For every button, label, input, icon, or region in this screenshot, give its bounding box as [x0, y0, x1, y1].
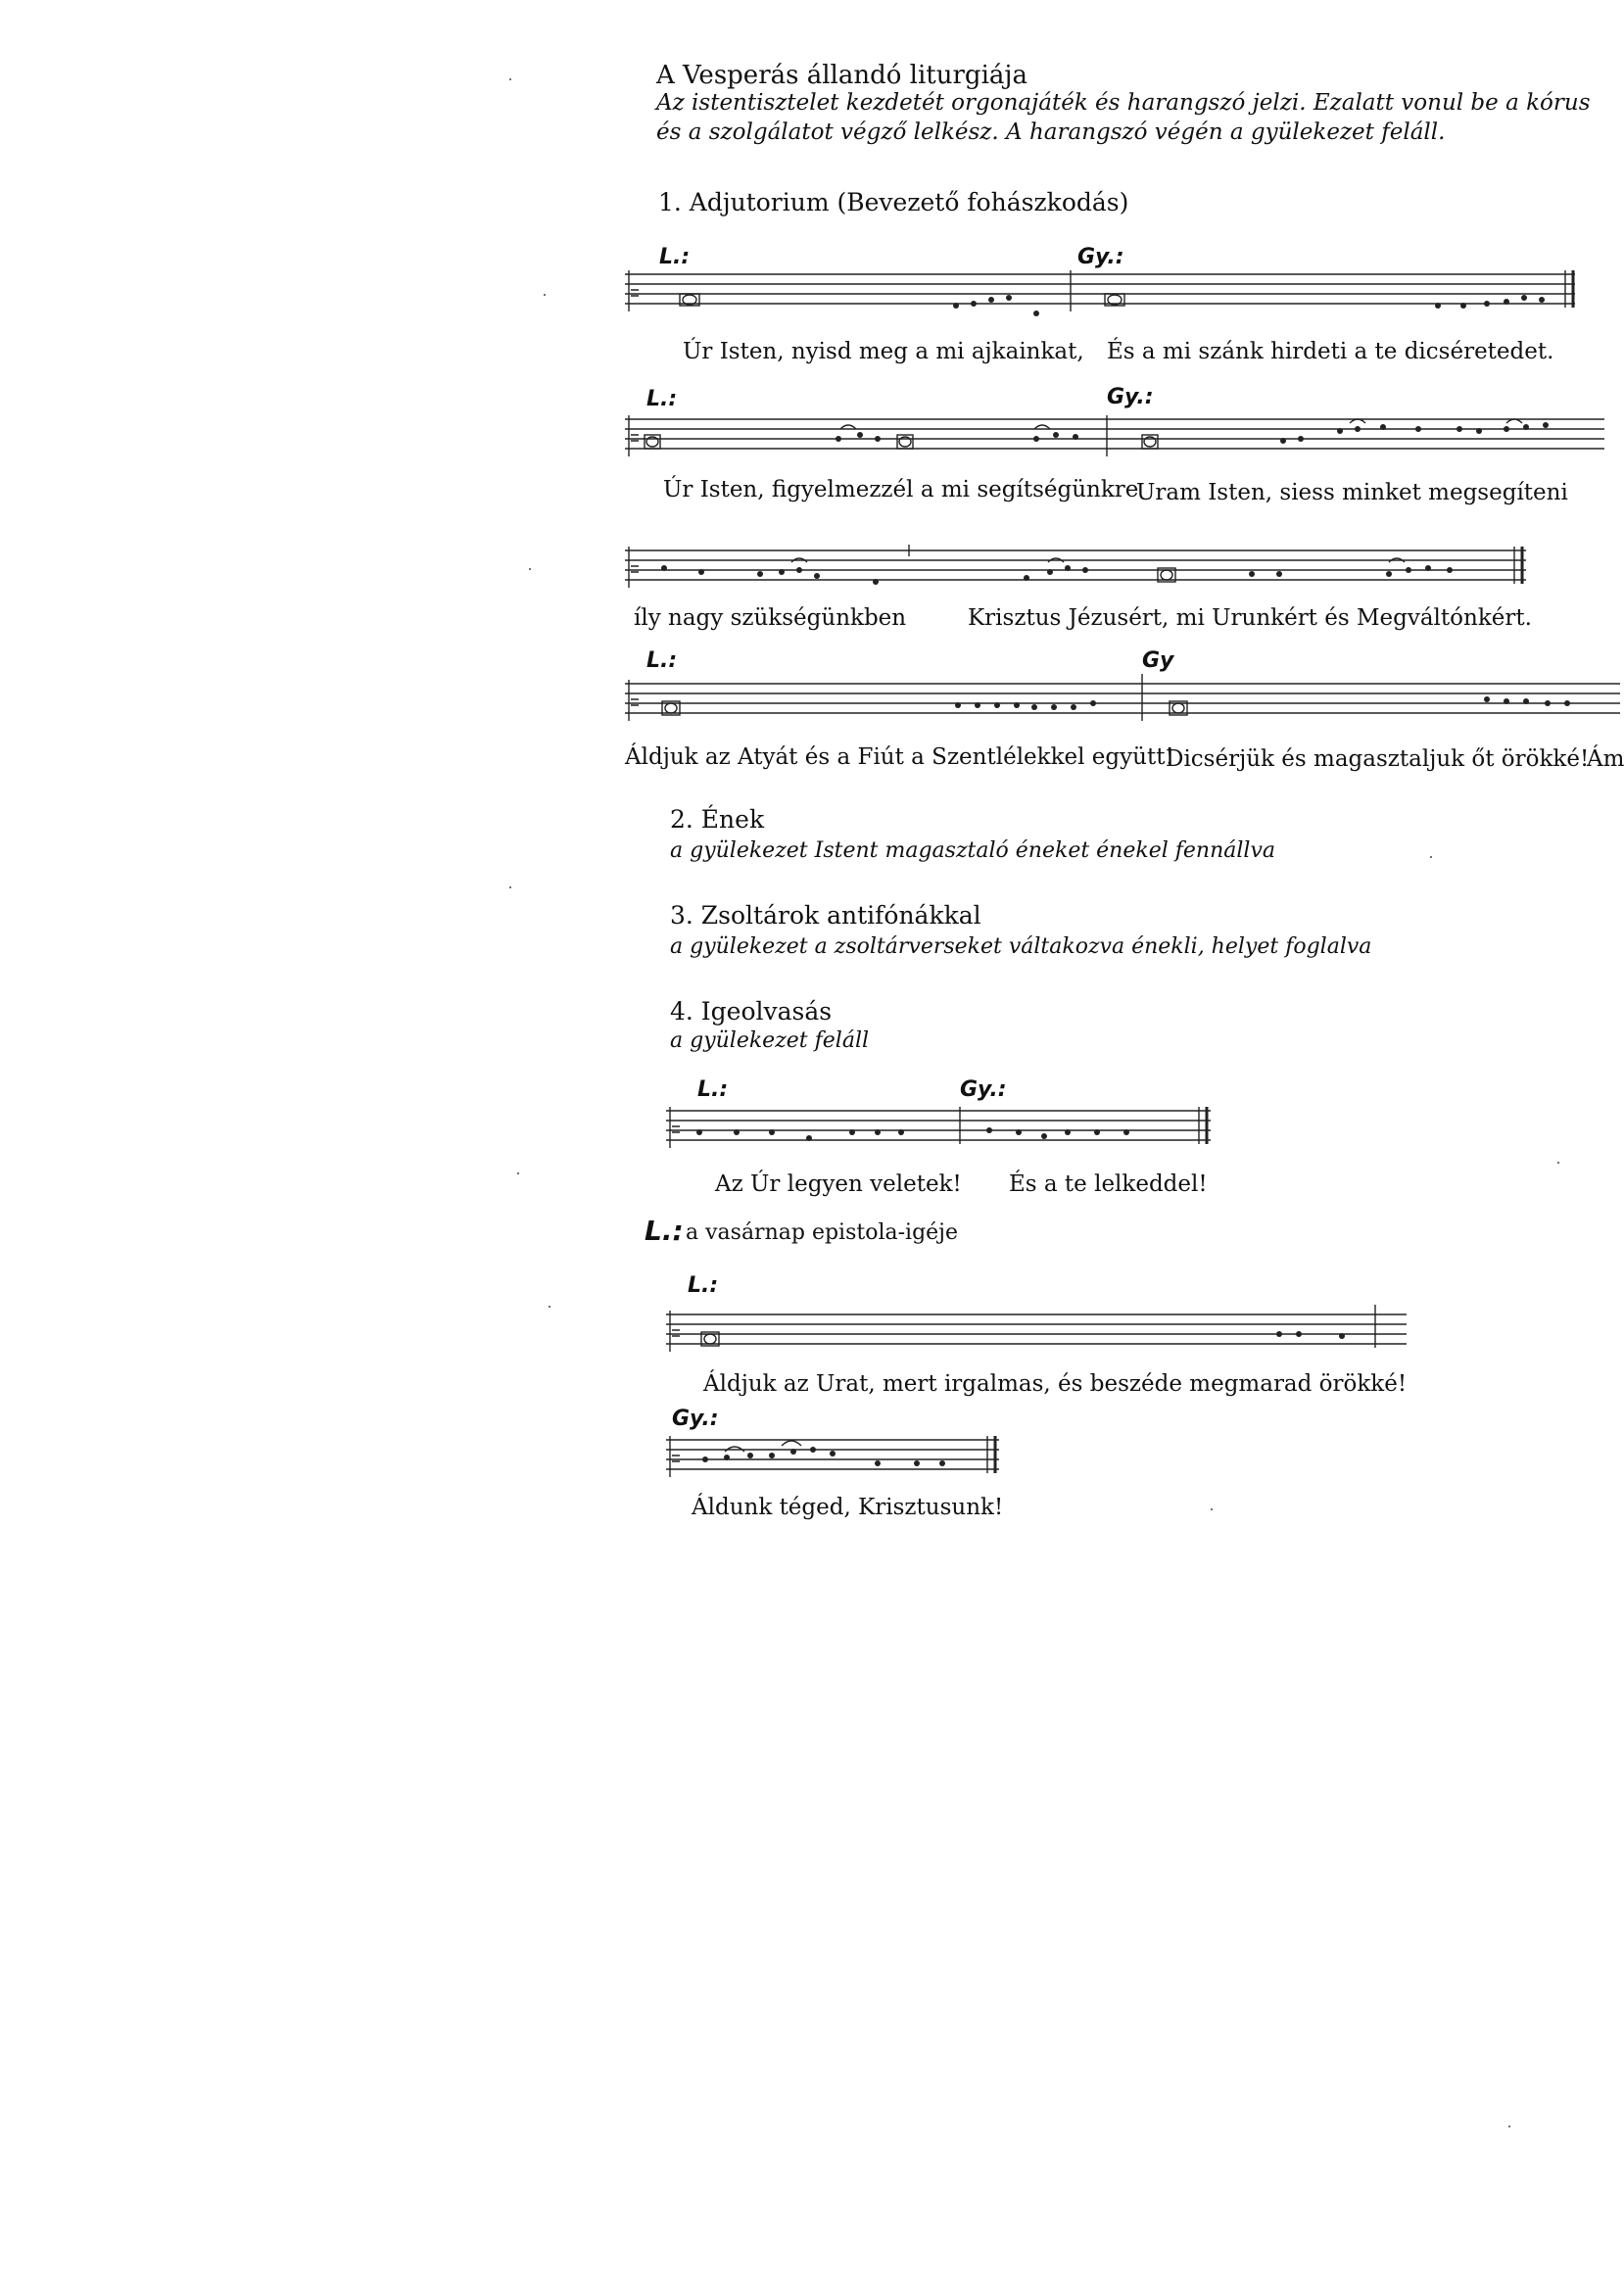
scan-speck [509, 886, 511, 888]
lyric-g1: Áldjuk az Urat, mert irgalmas, és beszéde megmarad örökké! [703, 1371, 1408, 1397]
scan-speck [1508, 2125, 1510, 2127]
music-staff-e [666, 1101, 1215, 1156]
scan-speck [1557, 1162, 1559, 1164]
scan-speck [1211, 1508, 1213, 1510]
lyric-e1: Az Úr legyen veletek! [715, 1171, 962, 1197]
scan-speck [509, 78, 511, 80]
role-label-l: L.: [697, 1077, 729, 1102]
lyric-b2: Uram Isten, siess minket megsegíteni [1136, 480, 1568, 505]
lyric-d2: Dicsérjük és magasztaljuk őt örökké! [1166, 746, 1590, 772]
section-heading-zsoltarok: 3. Zsoltárok antifónákkal [670, 901, 981, 930]
section-heading-enek: 2. Ének [670, 805, 765, 834]
section-note-igeolvasas: a gyülekezet feláll [670, 1028, 870, 1053]
scan-speck [517, 1172, 519, 1174]
role-label-l: L.: [688, 1273, 719, 1298]
role-label-l: L.: [646, 387, 678, 411]
intro-line-1: Az istentisztelet kezdetét orgonajáték és harangszó jelzi. Ezalatt vonul be a kórus [656, 90, 1591, 116]
role-label-gy: Gy.: [1077, 245, 1124, 269]
music-staff-c [625, 541, 1526, 597]
scan-speck [529, 568, 531, 570]
role-label-l: L.: [659, 245, 691, 269]
lyric-d3: Ám [1587, 746, 1624, 772]
music-staff-a [625, 264, 1585, 323]
music-staff-d [625, 674, 1620, 731]
role-label-gy: Gy.: [672, 1407, 719, 1431]
role-label-gy: Gy.: [1107, 385, 1154, 409]
role-label-gy: Gy.: [960, 1077, 1007, 1102]
lyric-h1: Áldunk téged, Krisztusunk! [692, 1495, 1004, 1520]
section-note-zsoltarok: a gyülekezet a zsoltárverseket váltakozva énekli, helyet foglalva [670, 934, 1372, 959]
role-label-l: L.: [646, 648, 678, 673]
lyric-c2: Krisztus Jézusért, mi Urunkért és Megváltónkért. [968, 605, 1532, 631]
lyric-e2: És a te lelkeddel! [1009, 1171, 1208, 1197]
scan-speck [1430, 856, 1432, 858]
lyric-b1: Úr Isten, figyelmezzél a mi segítségünkre [663, 477, 1139, 502]
role-label-l: L.: [645, 1215, 684, 1247]
section-note-enek: a gyülekezet Istent magasztaló éneket énekel fennállva [670, 838, 1275, 863]
music-staff-b [625, 409, 1604, 466]
intro-line-2: és a szolgálatot végző lelkész. A harangszó végén a gyülekezet feláll. [656, 119, 1446, 145]
music-staff-h [666, 1430, 1004, 1485]
epistola-label: a vasárnap epistola-igéje [686, 1220, 959, 1245]
lyric-a2: És a mi szánk hirdeti a te dicséretedet. [1107, 339, 1554, 364]
music-staff-g [666, 1305, 1407, 1360]
scan-speck [549, 1306, 550, 1308]
lyric-d1: Áldjuk az Atyát és a Fiút a Szentlélekkel együtt! [625, 744, 1174, 770]
page-title: A Vesperás állandó liturgiája [656, 61, 1027, 90]
scan-speck [544, 294, 546, 296]
section-heading-adjutorium: 1. Adjutorium (Bevezető fohászkodás) [658, 188, 1129, 216]
role-label-gy-short: Gy [1142, 648, 1174, 673]
lyric-c1: íly nagy szükségünkben [634, 605, 907, 631]
lyric-a1: Úr Isten, nyisd meg a mi ajkainkat, [683, 339, 1084, 364]
section-heading-igeolvasas: 4. Igeolvasás [670, 997, 833, 1026]
